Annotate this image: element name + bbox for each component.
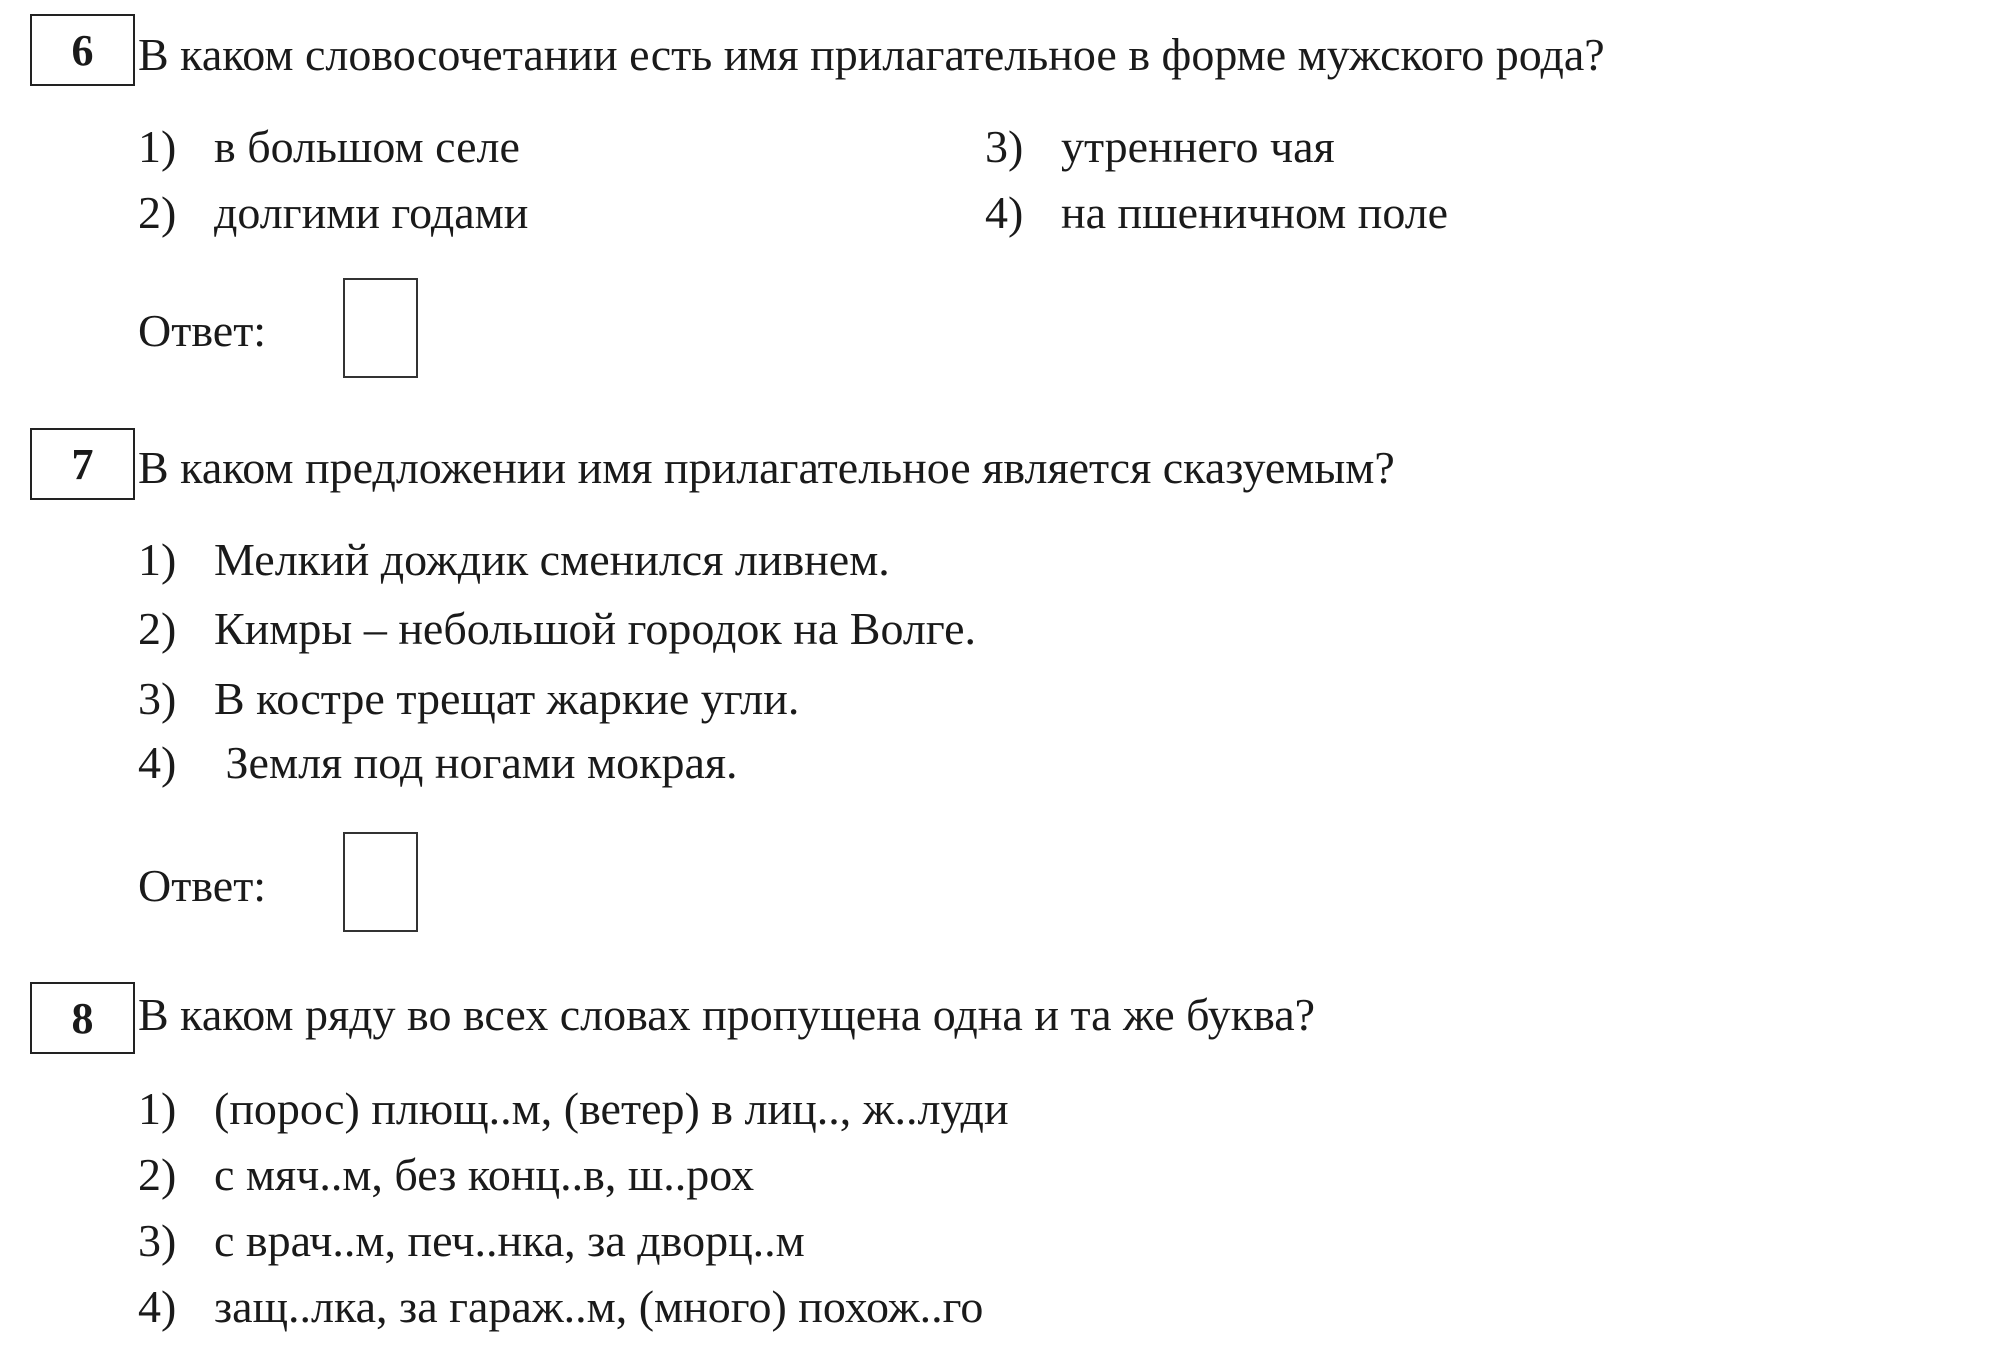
- option-text: долгими годами: [214, 187, 529, 238]
- option-text: В костре трещат жаркие угли.: [214, 673, 800, 724]
- q6-option-1: [138, 121, 520, 172]
- question-text-7: В каком предложении имя прилагательное является сказуемым?: [138, 442, 1395, 493]
- q7-option-4: [138, 737, 738, 788]
- q8-option-2: [138, 1149, 755, 1200]
- question-number-6: 6: [30, 14, 135, 86]
- q7-option-2: [138, 603, 977, 654]
- question-text-8: В каком ряду во всех словах пропущена одна и та же буква?: [138, 989, 1316, 1040]
- q7-option-1: [138, 534, 890, 585]
- q6-option-3: [985, 121, 1335, 172]
- q6-answer-label: Ответ:: [138, 305, 267, 356]
- option-text: Земля под ногами мокрая.: [214, 737, 738, 788]
- option-number: 1): [138, 534, 177, 585]
- option-number: 3): [138, 673, 177, 724]
- option-text: утреннего чая: [1061, 121, 1335, 172]
- option-text: на пшеничном поле: [1061, 187, 1449, 238]
- option-text: в большом селе: [214, 121, 520, 172]
- option-number: 1): [138, 1083, 177, 1134]
- option-text: (порос) плющ..м, (ветер) в лиц.., ж..луди: [214, 1083, 1009, 1134]
- question-number-7: 7: [30, 428, 135, 500]
- option-number: 2): [138, 187, 177, 238]
- q7-option-3: [138, 673, 800, 724]
- option-text: Кимры – небольшой городок на Волге.: [214, 603, 977, 654]
- option-number: 2): [138, 603, 177, 654]
- option-number: 4): [138, 1281, 177, 1332]
- option-text: с мяч..м, без конц..в, ш..рох: [214, 1149, 755, 1200]
- q8-option-1: [138, 1083, 1009, 1134]
- option-text: Мелкий дождик сменился ливнем.: [214, 534, 890, 585]
- q8-option-3: [138, 1215, 805, 1266]
- option-number: 4): [985, 187, 1024, 238]
- q8-option-4: [138, 1281, 984, 1332]
- option-number: 4): [138, 737, 177, 788]
- q6-answer-box[interactable]: [343, 278, 418, 378]
- option-text: защ..лка, за гараж..м, (много) похож..го: [214, 1281, 984, 1332]
- question-text-6: В каком словосочетании есть имя прилагательное в форме мужского рода?: [138, 29, 1605, 80]
- q7-answer-label: Ответ:: [138, 860, 267, 911]
- option-number: 3): [138, 1215, 177, 1266]
- question-number-8: 8: [30, 982, 135, 1054]
- option-number: 1): [138, 121, 177, 172]
- q6-option-4: [985, 187, 1449, 238]
- option-number: 3): [985, 121, 1024, 172]
- q7-answer-box[interactable]: [343, 832, 418, 932]
- option-number: 2): [138, 1149, 177, 1200]
- q6-option-2: [138, 187, 529, 238]
- option-text: с врач..м, печ..нка, за дворц..м: [214, 1215, 805, 1266]
